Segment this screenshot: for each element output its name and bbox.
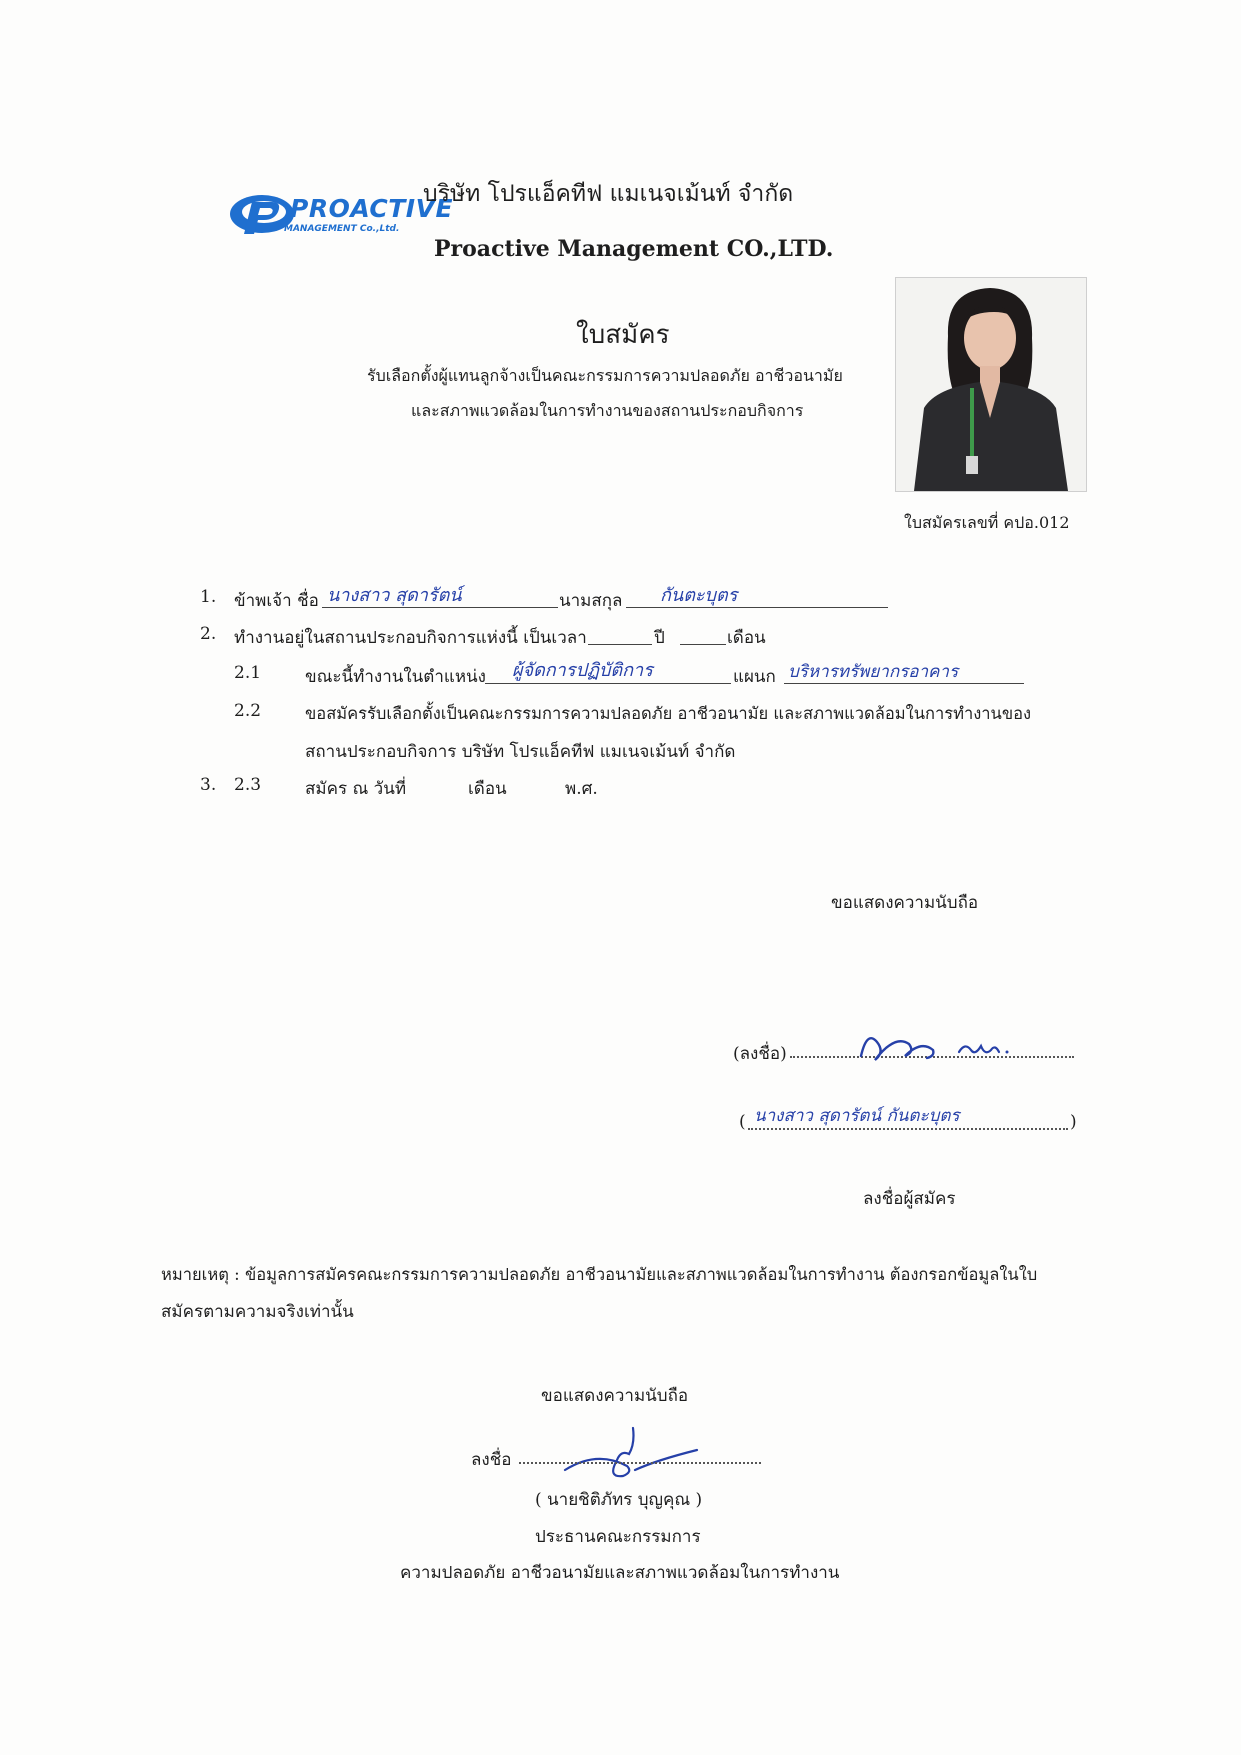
note-line-2: สมัครตามความจริงเท่านั้น — [161, 1302, 354, 1322]
application-month-label: เดือน — [468, 779, 507, 799]
name-label: ข้าพเจ้า ชื่อ — [234, 591, 319, 611]
item-number: 2.2 — [234, 701, 262, 721]
position-field-value: ผู้จัดการปฏิบัติการ — [512, 660, 653, 681]
chairman-signature — [557, 1420, 707, 1494]
applicant-signature — [855, 1022, 1015, 1076]
closing-respect: ขอแสดงความนับถือ — [831, 893, 979, 913]
department-field-value: บริหารทรัพยากรอาคาร — [788, 662, 959, 682]
form-subtitle-line-2: และสภาพแวดล้อมในการทำงานของสถานประกอบกิจการ — [411, 401, 804, 420]
form-title: ใบสมัคร — [576, 320, 670, 350]
logo-wordmark: PROACTIVE — [290, 194, 454, 223]
item-number: 2.1 — [234, 663, 262, 683]
years-field-line — [588, 644, 652, 645]
company-name-english: Proactive Management CO.,LTD. — [434, 236, 834, 262]
position-label: ขณะนี้ทำงานในตำแหน่ง — [305, 667, 486, 687]
name-field-value: นางสาว สุดารัตน์ — [327, 585, 462, 606]
application-year-label: พ.ศ. — [565, 779, 598, 799]
chairman-name: ( นายชิติภัทร บุญคุณ ) — [535, 1490, 703, 1510]
chairman-respect: ขอแสดงความนับถือ — [541, 1386, 689, 1406]
item-number: 1. — [200, 587, 217, 607]
note-line-1: หมายเหตุ : ข้อมูลการสมัครคณะกรรมการความปลอดภัย อาชีวอนามัยและสภาพแวดล้อมในการทำงาน ต้องกรอกข้อมูลในใบ — [161, 1265, 1038, 1284]
years-label: ปี — [654, 628, 665, 648]
application-statement-line-2: สถานประกอบกิจการ บริษัท โปรแอ็คทีฟ แมเนจเม้นท์ จำกัด — [305, 742, 736, 762]
months-field-line — [680, 644, 726, 645]
applicant-sign-label: (ลงชื่อ) — [733, 1044, 787, 1064]
item-number: 2.3 — [234, 775, 262, 795]
company-name-thai: บริษัท โปรแอ็คทีฟ แมเนจเม้นท์ จำกัด — [423, 181, 794, 207]
item-number: 3. — [200, 775, 217, 795]
application-date-label: สมัคร ณ วันที่ — [305, 779, 407, 799]
applicant-name-handwritten: นางสาว สุดารัตน์ กันตะบุตร — [754, 1106, 960, 1126]
item-number: 2. — [200, 624, 217, 644]
applicant-photo — [895, 277, 1087, 492]
committee-name: ความปลอดภัย อาชีวอนามัยและสภาพแวดล้อมในการทำงาน — [400, 1563, 840, 1583]
logo-subtext: MANAGEMENT Co.,Ltd. — [284, 224, 400, 234]
months-label: เดือน — [727, 628, 766, 648]
application-statement-line-1: ขอสมัครรับเลือกตั้งเป็นคณะกรรมการความปลอดภัย อาชีวอนามัย และสภาพแวดล้อมในการทำงานของ — [305, 704, 1032, 723]
applicant-role: ลงชื่อผู้สมัคร — [863, 1189, 956, 1209]
logo-emblem-icon — [228, 184, 298, 244]
work-duration-label: ทำงานอยู่ในสถานประกอบกิจการแห่งนี้ เป็นเวลา — [234, 628, 587, 648]
chairman-sign-label: ลงชื่อ — [471, 1450, 512, 1470]
applicant-name-paren-close: ) — [1070, 1112, 1077, 1132]
surname-field-value: กันตะบุตร — [660, 585, 738, 606]
chairman-sign-line — [519, 1462, 761, 1464]
department-label: แผนก — [733, 667, 776, 687]
form-number: ใบสมัครเลขที่ คปอ.012 — [904, 513, 1070, 532]
surname-label: นามสกุล — [559, 591, 623, 611]
form-subtitle-line-1: รับเลือกตั้งผู้แทนลูกจ้างเป็นคณะกรรมการความปลอดภัย อาชีวอนามัย — [367, 366, 843, 385]
chairman-title: ประธานคณะกรรมการ — [535, 1527, 701, 1547]
applicant-name-paren-open: ( — [739, 1112, 746, 1132]
